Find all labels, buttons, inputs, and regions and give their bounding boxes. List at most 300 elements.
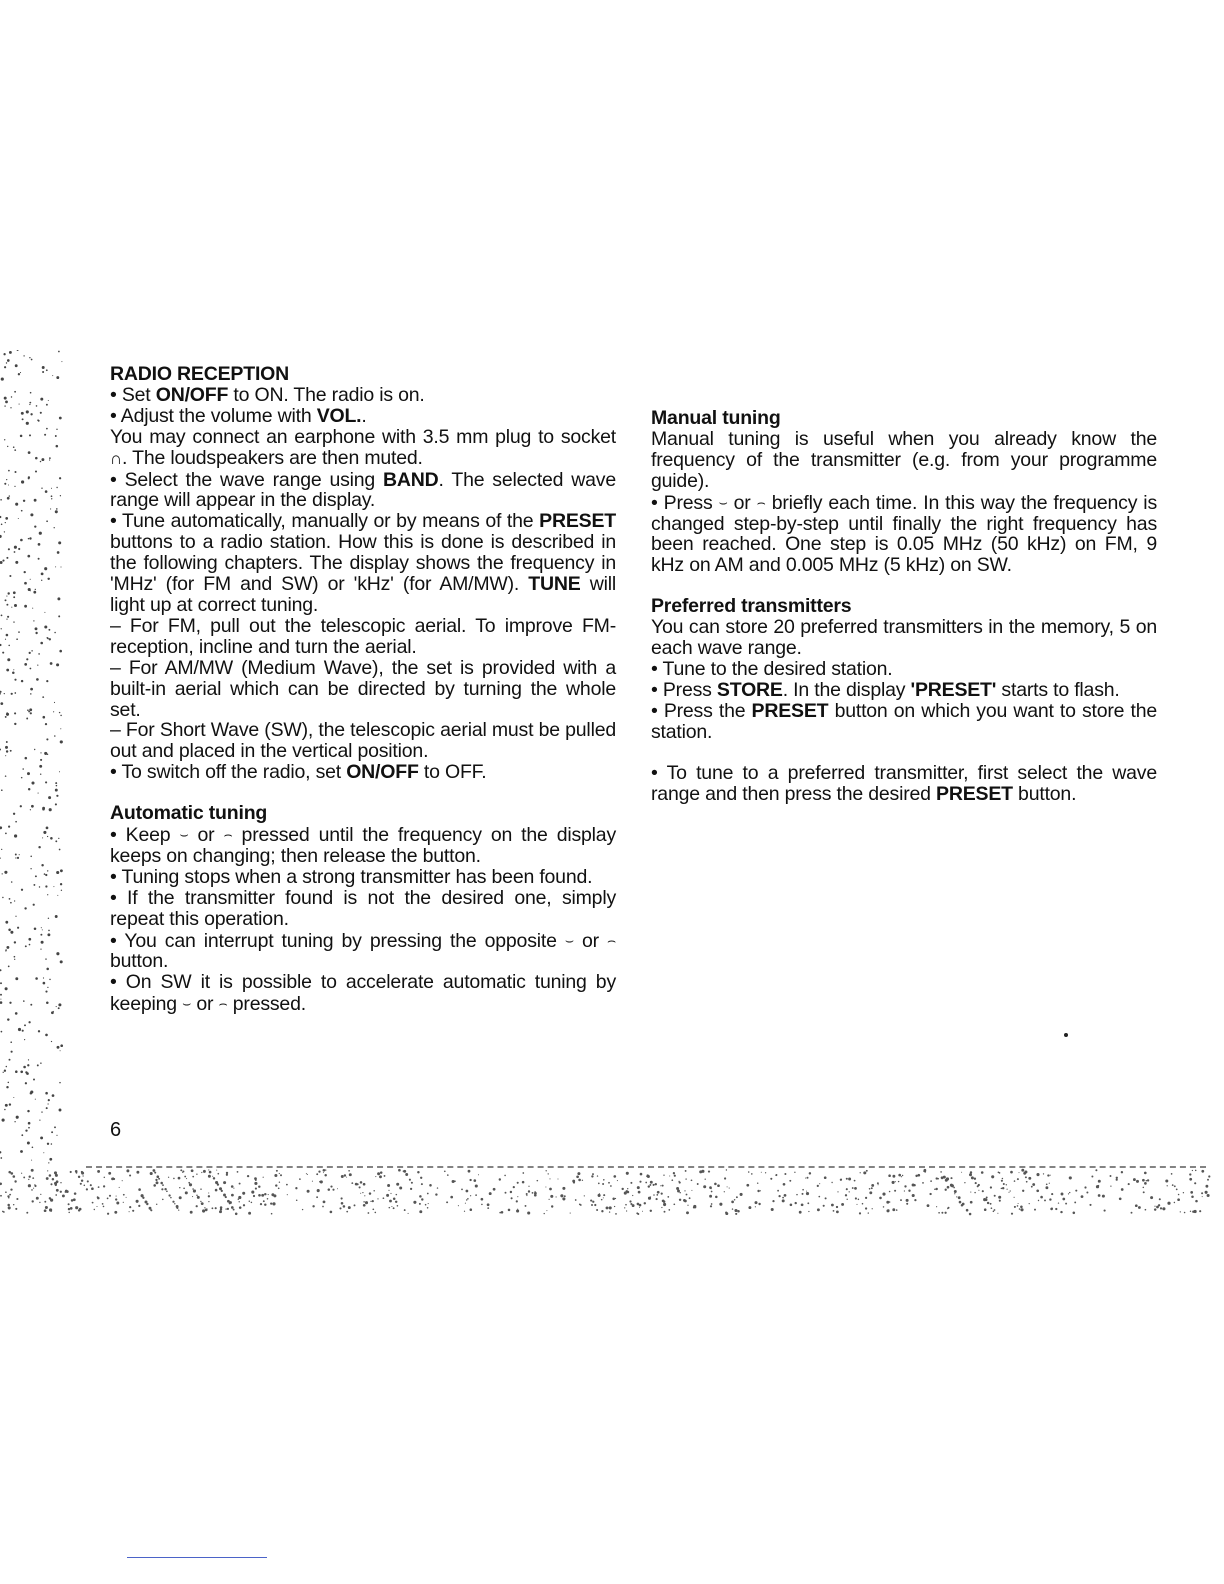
scan-speck bbox=[4, 871, 7, 874]
scan-speck bbox=[2, 652, 4, 654]
scan-speck bbox=[10, 1172, 13, 1175]
scan-speck bbox=[970, 1201, 973, 1204]
scan-speck bbox=[796, 1194, 798, 1196]
scan-speck bbox=[8, 826, 10, 828]
scan-speck bbox=[3, 1211, 5, 1213]
scan-speck bbox=[57, 1046, 60, 1049]
scan-speck bbox=[58, 1003, 61, 1006]
scan-speck bbox=[41, 580, 42, 581]
scan-speck bbox=[1136, 1180, 1139, 1183]
scan-speck bbox=[13, 669, 14, 670]
scan-speck bbox=[868, 1212, 869, 1213]
scan-speck bbox=[691, 1190, 692, 1191]
scan-speck bbox=[647, 1175, 650, 1178]
scan-speck bbox=[924, 1171, 926, 1173]
scan-speck bbox=[14, 959, 15, 960]
scan-speck bbox=[60, 1050, 61, 1051]
scan-speck bbox=[626, 1190, 629, 1193]
scan-speck bbox=[273, 1194, 276, 1197]
scan-speck bbox=[817, 1208, 820, 1211]
scan-speck bbox=[14, 692, 16, 694]
scan-speck bbox=[0, 969, 2, 971]
scan-speck bbox=[364, 1195, 365, 1196]
auto-step-stops: • Tuning stops when a strong transmitter has been found. bbox=[110, 865, 593, 888]
scan-speck bbox=[657, 1191, 660, 1194]
scan-speck bbox=[54, 632, 56, 634]
scan-speck bbox=[68, 1203, 70, 1205]
scan-speck bbox=[1, 378, 4, 381]
scan-speck bbox=[41, 573, 44, 576]
scan-speck bbox=[981, 1171, 984, 1174]
scan-speck bbox=[186, 1178, 187, 1179]
scan-speck bbox=[755, 1206, 756, 1207]
scan-speck bbox=[15, 364, 18, 367]
scan-speck bbox=[516, 1200, 518, 1202]
scan-speck bbox=[13, 1204, 14, 1205]
scan-speck bbox=[727, 1186, 728, 1187]
scan-speck bbox=[9, 1103, 11, 1105]
manual-step-press: • Press ⌣ or ⌢ briefly each time. In this way the frequency is changed step-by-step until finally the right frequency has been reached. One step is 0.05 MHz (50 kHz) on FM, 9 kHz on AM and 0.005 MHz (5 kHz) on SW. bbox=[651, 491, 1157, 577]
scan-speck bbox=[895, 1181, 896, 1182]
scan-speck bbox=[695, 1207, 697, 1209]
scan-speck bbox=[9, 1194, 11, 1196]
scan-speck bbox=[115, 1198, 117, 1200]
scan-speck bbox=[28, 1184, 31, 1187]
scan-speck bbox=[929, 1193, 931, 1195]
scan-speck bbox=[47, 894, 48, 895]
scan-speck bbox=[47, 933, 50, 936]
scan-speck bbox=[1010, 1190, 1011, 1191]
scan-speck bbox=[734, 1199, 736, 1201]
scan-speck bbox=[54, 527, 55, 528]
scan-speck bbox=[296, 1199, 298, 1201]
scan-speck bbox=[637, 1186, 640, 1189]
scan-speck bbox=[46, 968, 49, 971]
instruction-switch-off: • To switch off the radio, set ON/OFF to OFF. bbox=[110, 761, 487, 784]
scan-speck bbox=[23, 1066, 26, 1069]
scan-speck bbox=[80, 1183, 82, 1185]
scan-speck bbox=[24, 1039, 25, 1040]
scan-speck bbox=[82, 1175, 83, 1176]
scan-speck bbox=[274, 1174, 277, 1177]
scan-speck bbox=[7, 658, 10, 661]
scan-speck bbox=[50, 508, 51, 509]
scan-speck bbox=[74, 1192, 77, 1195]
scan-speck bbox=[15, 821, 17, 823]
scan-speck bbox=[276, 1170, 278, 1172]
scan-speck bbox=[14, 1121, 15, 1122]
scan-speck bbox=[46, 520, 48, 522]
scan-speck bbox=[1205, 1191, 1208, 1194]
scan-speck bbox=[258, 1185, 260, 1187]
scan-speck bbox=[30, 856, 32, 858]
scan-speck bbox=[68, 1208, 70, 1210]
scan-speck bbox=[29, 652, 31, 654]
scan-speck bbox=[41, 927, 42, 928]
scan-speck bbox=[757, 1182, 758, 1183]
scan-speck bbox=[860, 1172, 861, 1173]
scan-speck bbox=[6, 618, 7, 619]
scan-speck bbox=[86, 1188, 88, 1190]
scan-speck bbox=[238, 1198, 239, 1199]
scan-speck bbox=[1025, 1176, 1027, 1178]
scan-speck bbox=[6, 669, 9, 672]
scan-speck bbox=[1018, 1172, 1019, 1173]
scan-speck bbox=[208, 1175, 211, 1178]
scan-speck bbox=[14, 471, 16, 473]
scan-speck bbox=[129, 1206, 131, 1208]
scan-speck bbox=[510, 1191, 512, 1193]
scan-speck bbox=[0, 1195, 2, 1197]
scan-speck bbox=[15, 977, 18, 980]
scan-speck bbox=[959, 1201, 962, 1204]
scan-speck bbox=[58, 615, 60, 617]
scan-speck bbox=[324, 1174, 326, 1176]
scan-speck bbox=[20, 1150, 23, 1153]
scan-speck bbox=[349, 1173, 352, 1176]
scan-speck bbox=[217, 1183, 219, 1185]
scan-speck bbox=[419, 1210, 422, 1213]
scan-speck bbox=[807, 1202, 809, 1204]
preset-recall: • To tune to a preferred transmitter, first select the wave range and then press the desired PRESET button. bbox=[651, 761, 1157, 805]
scan-speck bbox=[450, 1196, 453, 1199]
scan-speck bbox=[243, 1204, 245, 1206]
scan-speck bbox=[368, 1212, 370, 1214]
scan-speck bbox=[44, 873, 46, 875]
scan-speck bbox=[114, 1211, 117, 1214]
scan-speck bbox=[689, 1197, 691, 1199]
scan-speck bbox=[388, 1190, 389, 1191]
scan-speck bbox=[24, 907, 26, 909]
scan-speck bbox=[40, 1194, 41, 1195]
scan-speck bbox=[18, 548, 20, 550]
scan-speck bbox=[836, 1206, 838, 1208]
scan-speck bbox=[192, 1196, 193, 1197]
scan-speck bbox=[34, 928, 37, 931]
scan-speck bbox=[220, 1208, 222, 1210]
scan-speck bbox=[116, 1196, 117, 1197]
scan-speck bbox=[551, 1205, 553, 1207]
scan-speck bbox=[985, 1199, 988, 1202]
scan-speck bbox=[715, 1196, 718, 1199]
scan-speck bbox=[513, 1186, 515, 1188]
scan-speck bbox=[15, 561, 18, 564]
scan-speck bbox=[194, 1190, 196, 1192]
scan-speck bbox=[934, 1189, 936, 1191]
scan-speck bbox=[505, 1192, 507, 1194]
scan-speck bbox=[2, 897, 3, 898]
scan-speck bbox=[1202, 1196, 1203, 1197]
scan-speck bbox=[795, 1202, 797, 1204]
scan-speck bbox=[60, 869, 63, 872]
scan-speck bbox=[5, 833, 7, 835]
scan-speck bbox=[1144, 1172, 1147, 1175]
scan-speck bbox=[446, 1201, 448, 1203]
scan-speck bbox=[6, 557, 8, 559]
scan-speck bbox=[136, 1171, 139, 1174]
scan-speck bbox=[493, 1188, 496, 1191]
scan-speck bbox=[166, 1190, 168, 1192]
scan-noise-bottom bbox=[0, 1162, 1224, 1222]
scan-speck bbox=[404, 1209, 406, 1211]
scan-speck bbox=[429, 1184, 432, 1187]
scan-speck bbox=[52, 375, 53, 376]
scan-speck bbox=[26, 718, 28, 720]
footer-link-rule bbox=[127, 1557, 267, 1558]
scan-speck bbox=[231, 1185, 234, 1188]
scan-speck bbox=[846, 1199, 847, 1200]
scan-speck bbox=[1, 524, 3, 526]
scan-speck bbox=[15, 1070, 18, 1073]
scan-speck bbox=[370, 1201, 371, 1202]
scan-speck bbox=[14, 546, 17, 549]
scan-speck bbox=[854, 1180, 856, 1182]
scan-speck bbox=[408, 1213, 409, 1214]
scan-speck bbox=[50, 1183, 52, 1185]
scan-speck bbox=[31, 1160, 32, 1161]
scan-speck bbox=[598, 1183, 600, 1185]
scan-speck bbox=[640, 1173, 643, 1176]
scan-speck bbox=[160, 1182, 163, 1185]
scan-speck bbox=[45, 991, 47, 993]
scan-speck bbox=[1017, 1178, 1019, 1180]
scan-speck bbox=[48, 1099, 50, 1101]
scan-speck bbox=[599, 1193, 600, 1194]
scan-speck bbox=[126, 1169, 129, 1172]
scan-speck bbox=[56, 1135, 57, 1136]
scan-speck bbox=[179, 1187, 180, 1188]
scan-speck bbox=[8, 470, 10, 472]
scan-speck bbox=[28, 1122, 31, 1125]
scan-speck bbox=[14, 956, 16, 958]
scan-speck bbox=[201, 1172, 202, 1173]
scan-speck bbox=[91, 1187, 94, 1190]
scan-speck bbox=[24, 571, 26, 573]
scan-speck bbox=[528, 1186, 529, 1187]
scan-speck bbox=[48, 796, 51, 799]
scan-speck bbox=[871, 1187, 873, 1189]
scan-speck bbox=[458, 1205, 459, 1206]
scan-speck bbox=[38, 1030, 40, 1032]
scan-speck bbox=[0, 749, 1, 751]
scan-speck bbox=[724, 1191, 725, 1192]
scan-speck bbox=[369, 1192, 371, 1194]
scan-speck bbox=[13, 596, 15, 598]
scan-speck bbox=[784, 1173, 786, 1175]
scan-speck bbox=[1091, 1176, 1093, 1178]
scan-speck bbox=[1, 628, 2, 629]
scan-speck bbox=[20, 372, 21, 373]
scan-speck bbox=[162, 1199, 164, 1201]
scan-speck bbox=[267, 1198, 269, 1200]
scan-speck bbox=[13, 621, 14, 622]
scan-speck bbox=[208, 1169, 209, 1170]
scan-speck bbox=[528, 1190, 530, 1192]
auto-step-keep-pressed: • Keep ⌣ or ⌢ pressed until the frequency on the display keeps on changing; then release the button. bbox=[110, 824, 616, 867]
scan-speck bbox=[481, 1204, 483, 1206]
scan-speck bbox=[81, 1172, 84, 1175]
scan-speck bbox=[1150, 1196, 1153, 1199]
scan-speck bbox=[606, 1206, 609, 1209]
scan-speck bbox=[30, 1004, 32, 1006]
scan-speck bbox=[372, 1208, 374, 1210]
scan-speck bbox=[34, 525, 36, 527]
scan-speck bbox=[999, 1200, 1001, 1202]
scan-speck bbox=[102, 1203, 104, 1205]
scan-speck bbox=[474, 1179, 477, 1182]
scan-speck bbox=[29, 537, 31, 539]
scan-speck bbox=[794, 1172, 795, 1173]
scan-speck bbox=[582, 1180, 583, 1181]
scan-speck bbox=[7, 592, 9, 594]
scan-speck bbox=[941, 1176, 944, 1179]
scan-speck bbox=[974, 1192, 975, 1193]
scan-speck bbox=[1049, 1198, 1051, 1200]
scan-speck bbox=[45, 958, 46, 959]
scan-speck bbox=[655, 1183, 657, 1185]
scan-speck bbox=[4, 366, 6, 368]
scan-speck bbox=[525, 1205, 527, 1207]
preset-step-press-preset: • Press the PRESET button on which you want to store the station. bbox=[651, 699, 1157, 743]
scan-speck bbox=[951, 1184, 954, 1187]
scan-speck bbox=[953, 1187, 955, 1189]
scan-speck bbox=[399, 1187, 402, 1190]
scan-speck bbox=[54, 735, 56, 737]
scan-speck bbox=[168, 1177, 169, 1178]
scan-speck bbox=[13, 813, 15, 815]
scan-speck bbox=[869, 1188, 871, 1190]
scan-speck bbox=[387, 1184, 390, 1187]
scan-speck bbox=[287, 1194, 288, 1195]
scan-speck bbox=[138, 1188, 141, 1191]
scan-speck bbox=[854, 1187, 857, 1190]
scan-speck bbox=[223, 1194, 226, 1197]
scan-speck bbox=[19, 854, 20, 855]
scan-dot bbox=[1064, 1033, 1068, 1037]
scan-speck bbox=[8, 1206, 11, 1209]
scan-speck bbox=[6, 604, 8, 606]
scan-speck bbox=[435, 1193, 437, 1195]
scan-speck bbox=[799, 1211, 802, 1214]
scan-speck bbox=[8, 1082, 10, 1084]
scan-speck bbox=[87, 1180, 89, 1182]
scan-speck bbox=[824, 1176, 827, 1179]
scan-speck bbox=[1011, 1213, 1013, 1215]
scan-speck bbox=[0, 826, 2, 829]
scan-speck bbox=[196, 1195, 198, 1197]
scan-speck bbox=[55, 1174, 58, 1177]
scan-speck bbox=[735, 1213, 737, 1215]
scan-speck bbox=[626, 1172, 629, 1175]
scan-speck bbox=[594, 1204, 596, 1206]
scan-speck bbox=[32, 608, 33, 609]
scan-speck bbox=[1201, 1170, 1204, 1173]
scan-speck bbox=[701, 1170, 704, 1173]
scan-speck bbox=[107, 1213, 109, 1215]
scan-speck bbox=[878, 1184, 879, 1185]
scan-speck bbox=[661, 1193, 663, 1195]
scan-speck bbox=[877, 1182, 879, 1184]
scan-speck bbox=[55, 789, 58, 792]
scan-speck bbox=[286, 1184, 288, 1186]
scan-speck bbox=[46, 1001, 49, 1004]
scan-speck bbox=[28, 1059, 29, 1060]
scan-speck bbox=[239, 1206, 242, 1209]
scan-speck bbox=[417, 1171, 419, 1173]
scan-speck bbox=[1096, 1185, 1099, 1188]
scan-speck bbox=[545, 1170, 546, 1171]
scan-speck bbox=[36, 1197, 39, 1200]
scan-speck bbox=[663, 1175, 664, 1176]
scan-speck bbox=[663, 1203, 666, 1206]
scan-speck bbox=[14, 900, 15, 901]
scan-speck bbox=[211, 1207, 213, 1209]
scan-speck bbox=[261, 1194, 264, 1197]
scan-speck bbox=[546, 1210, 547, 1211]
scan-speck bbox=[802, 1193, 804, 1195]
scan-speck bbox=[508, 1209, 511, 1212]
scan-speck bbox=[1207, 1179, 1209, 1181]
scan-speck bbox=[1, 615, 3, 617]
scan-speck bbox=[21, 1134, 23, 1136]
scan-speck bbox=[1061, 1193, 1064, 1196]
scan-speck bbox=[986, 1197, 988, 1199]
scan-speck bbox=[549, 1178, 550, 1179]
scan-speck bbox=[11, 693, 13, 695]
scan-speck bbox=[226, 1174, 228, 1176]
scan-speck bbox=[632, 1204, 635, 1207]
scan-speck bbox=[209, 1171, 212, 1174]
scan-speck bbox=[275, 1184, 277, 1186]
scan-speck bbox=[215, 1207, 217, 1209]
scan-speck bbox=[711, 1203, 713, 1205]
scan-speck bbox=[8, 485, 9, 486]
scan-speck bbox=[936, 1206, 937, 1207]
scan-speck bbox=[656, 1198, 658, 1200]
scan-speck bbox=[196, 1173, 197, 1174]
scan-speck bbox=[403, 1170, 406, 1173]
scan-speck bbox=[59, 477, 61, 479]
scan-speck bbox=[1023, 1172, 1026, 1175]
scan-speck bbox=[887, 1209, 889, 1211]
scan-speck bbox=[1038, 1200, 1039, 1201]
scan-speck bbox=[1121, 1171, 1123, 1173]
scan-speck bbox=[40, 642, 43, 645]
scan-speck bbox=[629, 1200, 631, 1202]
scan-speck bbox=[1, 1031, 3, 1033]
scan-speck bbox=[48, 629, 50, 631]
scan-speck bbox=[49, 1158, 52, 1161]
scan-speck bbox=[3, 353, 5, 355]
scan-speck bbox=[894, 1190, 896, 1192]
scan-speck bbox=[5, 1191, 7, 1193]
scan-speck bbox=[637, 1213, 639, 1215]
scan-speck bbox=[21, 412, 24, 415]
scan-speck bbox=[883, 1206, 885, 1208]
scan-speck bbox=[28, 1127, 30, 1129]
scan-speck bbox=[42, 929, 43, 930]
scan-speck bbox=[73, 1198, 76, 1201]
scan-speck bbox=[425, 1204, 427, 1206]
scan-speck bbox=[1073, 1212, 1076, 1215]
scan-speck bbox=[947, 1186, 950, 1189]
scan-speck bbox=[66, 1191, 67, 1192]
scan-speck bbox=[1062, 1198, 1065, 1201]
scan-speck bbox=[42, 696, 44, 698]
scan-speck bbox=[859, 1212, 861, 1214]
scan-speck bbox=[527, 1211, 530, 1214]
scan-speck bbox=[184, 1176, 186, 1178]
